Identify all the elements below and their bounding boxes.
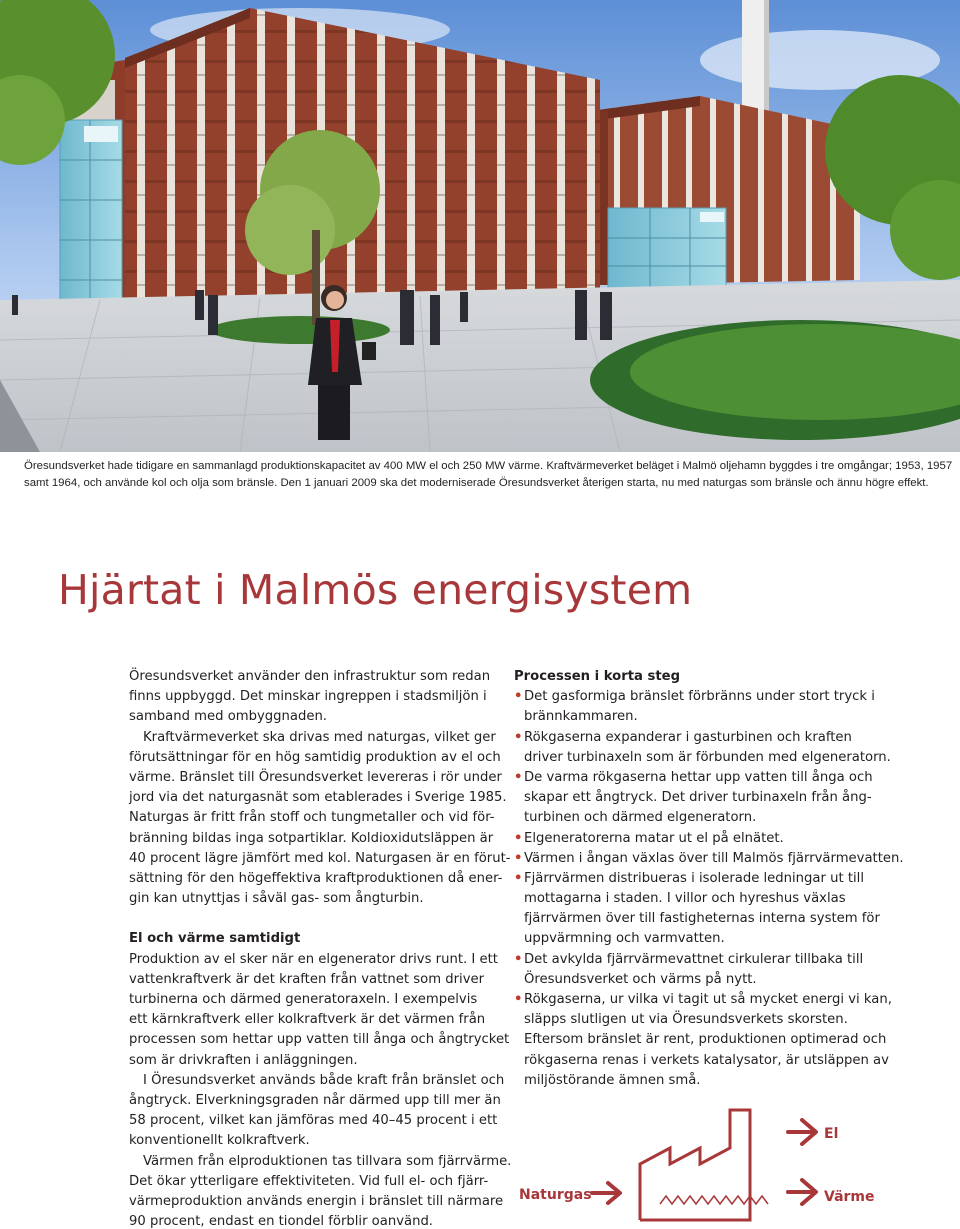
- arrow-right-icon: [788, 1180, 816, 1204]
- body-line: Värmen från elproduktionen tas tillvara som fjärrvärme.: [143, 1153, 512, 1169]
- right-column: [514, 667, 904, 1091]
- body-line: som är drivkraften i anläggningen.: [129, 1052, 358, 1068]
- bullet-item: [514, 768, 894, 829]
- bullet-text: Eftersom bränslet är rent, produktionen optimerad och: [524, 1032, 887, 1048]
- body-line: I Öresundsverket används både kraft från bränslet och: [143, 1072, 505, 1088]
- bullet-item: [514, 950, 894, 990]
- body-line: Öresundsverket använder den infrastruktur som redan: [129, 669, 491, 684]
- body-line: värmeproduktion används energin i bränslet till närmare: [129, 1193, 504, 1209]
- bullet-text: Öresundsverket och värms på nytt.: [524, 971, 757, 987]
- body-line: processen som hettar upp vatten till ånga och ångtrycket: [129, 1032, 510, 1048]
- body-line: Produktion av el sker när en elgenerator drivs runt. I ett: [129, 951, 498, 967]
- body-line: Naturgas är fritt från stoff och tungmetaller och vid för-: [129, 810, 495, 826]
- body-line: konventionellt kolkraftverk.: [129, 1133, 310, 1149]
- bullet-text: släpps slutligen ut via Öresundsverkets skorsten.: [524, 1012, 848, 1028]
- body-line: vattenkraftverk är det kraften från vattnet som driver: [129, 971, 485, 987]
- bullet-item: [514, 990, 894, 1091]
- body-line: samband med ombyggnaden.: [129, 709, 327, 725]
- photo-caption: [24, 458, 953, 492]
- bullet-text: Värmen i ångan växlas över till Malmös fjärrvärmevatten.: [524, 850, 904, 866]
- arrow-right-icon: [788, 1120, 816, 1144]
- bullet-text: rökgaserna renas i verkets katalysator, är utsläppen av: [524, 1052, 889, 1068]
- process-heading: Processen i korta steg: [514, 669, 681, 684]
- bullet-item: [514, 687, 894, 727]
- caption-line-1: Öresundsverket hade tidigare en sammanlagd produktionskapacitet av 400 MW el och 250 MW värme. Kraftvärmeverket beläget i Malmö oljehamn byggdes i tre omgångar; 1953, 1957: [24, 460, 953, 472]
- varme-label: Värme: [824, 1189, 875, 1205]
- body-line: ångtryck. Elverkningsgraden når därmed upp till mer än: [129, 1092, 501, 1108]
- body-line: värme. Bränslet till Öresundsverket levereras i rör under: [129, 769, 502, 785]
- bullet-item: [514, 849, 904, 869]
- bullet-icon: •: [514, 951, 523, 967]
- body-line: 58 procent, vilket kan jämföras med 40–45 procent i ett: [129, 1113, 498, 1129]
- bullet-icon: •: [514, 992, 523, 1007]
- section-heading: El och värme samtidigt: [129, 931, 301, 947]
- body-line: 40 procent lägre jämfört med kol. Naturgasen är en förut-: [129, 850, 511, 866]
- body-line: ett kärnkraftverk eller kolkraftverk är det värmen från: [129, 1012, 486, 1028]
- bullet-text: mottagarna i staden. I villor och hyreshus växlas: [524, 891, 846, 907]
- bullet-text: fjärrvärmen över till fastigheternas interna system för: [524, 911, 880, 927]
- bullet-text: brännkammaren.: [524, 709, 638, 725]
- bullet-text: turbinen och därmed elgeneratorn.: [524, 810, 757, 826]
- body-line: förutsättningar för en hög samtidig produktion av el och: [129, 749, 501, 765]
- left-column: [129, 667, 512, 1229]
- bullet-icon: •: [514, 689, 523, 705]
- bullet-item: [514, 728, 894, 768]
- arrow-right-icon: [592, 1183, 620, 1203]
- bullet-text: Elgeneratorerna matar ut el på elnätet.: [524, 830, 784, 846]
- process-diagram: [510, 1100, 910, 1225]
- bullet-text: Det gasformiga bränslet förbränns under stort tryck i: [524, 689, 875, 705]
- bullet-icon: •: [514, 830, 523, 846]
- naturgas-label: Naturgas: [519, 1187, 592, 1203]
- bullet-text: skapar ett ångtryck. Det driver turbinaxeln från ång-: [524, 790, 872, 806]
- power-plant-illustration: [0, 0, 960, 452]
- bullet-icon: •: [514, 870, 523, 886]
- bullet-text: Rökgaserna, ur vilka vi tagit ut så mycket energi vi kan,: [524, 992, 892, 1007]
- body-line: Det ökar ytterligare effektiviteten. Vid full el- och fjärr-: [129, 1173, 489, 1189]
- bullet-text: Rökgaserna expanderar i gasturbinen och kraften: [524, 729, 852, 745]
- hero-illustration: [0, 0, 960, 452]
- bullet-text: miljöstörande ämnen små.: [524, 1072, 701, 1088]
- factory-diagram: [510, 1100, 910, 1225]
- bullet-icon: •: [514, 850, 523, 866]
- bullet-text: Det avkylda fjärrvärmevattnet cirkulerar tillbaka till: [524, 951, 864, 967]
- bullet-icon: •: [514, 729, 523, 745]
- body-line: bränning bildas inga sotpartiklar. Koldioxidutsläppen är: [129, 830, 494, 846]
- body-line: finns uppbyggd. Det minskar ingreppen i stadsmiljön i: [129, 689, 487, 705]
- bullet-text: uppvärmning och varmvatten.: [524, 931, 725, 947]
- caption-line-2: samt 1964, och använde kol och olja som bränsle. Den 1 januari 2009 ska det moderniserade Öresundsverket återigen starta, nu med naturgas som bränsle och ännu högre effekt.: [24, 477, 929, 489]
- body-line: sättning för den högeffektiva kraftproduktionen då ener-: [129, 870, 503, 886]
- wave-line: [660, 1196, 768, 1204]
- body-line: Kraftvärmeverket ska drivas med naturgas, vilket ger: [143, 729, 496, 745]
- body-line: turbinerna och därmed generatoraxeln. I exempelvis: [129, 992, 478, 1007]
- bullet-text: Fjärrvärmen distribueras i isolerade ledningar ut till: [524, 870, 864, 886]
- bullet-item: [514, 829, 894, 849]
- body-line: jord via det naturgasnät som etablerades i Sverige 1985.: [129, 790, 507, 806]
- bullet-text: driver turbinaxeln som är förbunden med elgeneratorn.: [524, 749, 891, 765]
- bullet-icon: •: [514, 769, 523, 785]
- body-line: gin kan utnyttjas i såväl gas- som ångturbin.: [129, 891, 424, 907]
- page-title: Hjärtat i Malmös energisystem: [58, 566, 693, 614]
- body-line: 90 procent, endast en tiondel förblir oanvänd.: [129, 1214, 434, 1229]
- el-label: El: [824, 1126, 839, 1142]
- bullet-text: De varma rökgaserna hettar upp vatten till ånga och: [524, 769, 873, 785]
- bullet-item: [514, 869, 894, 950]
